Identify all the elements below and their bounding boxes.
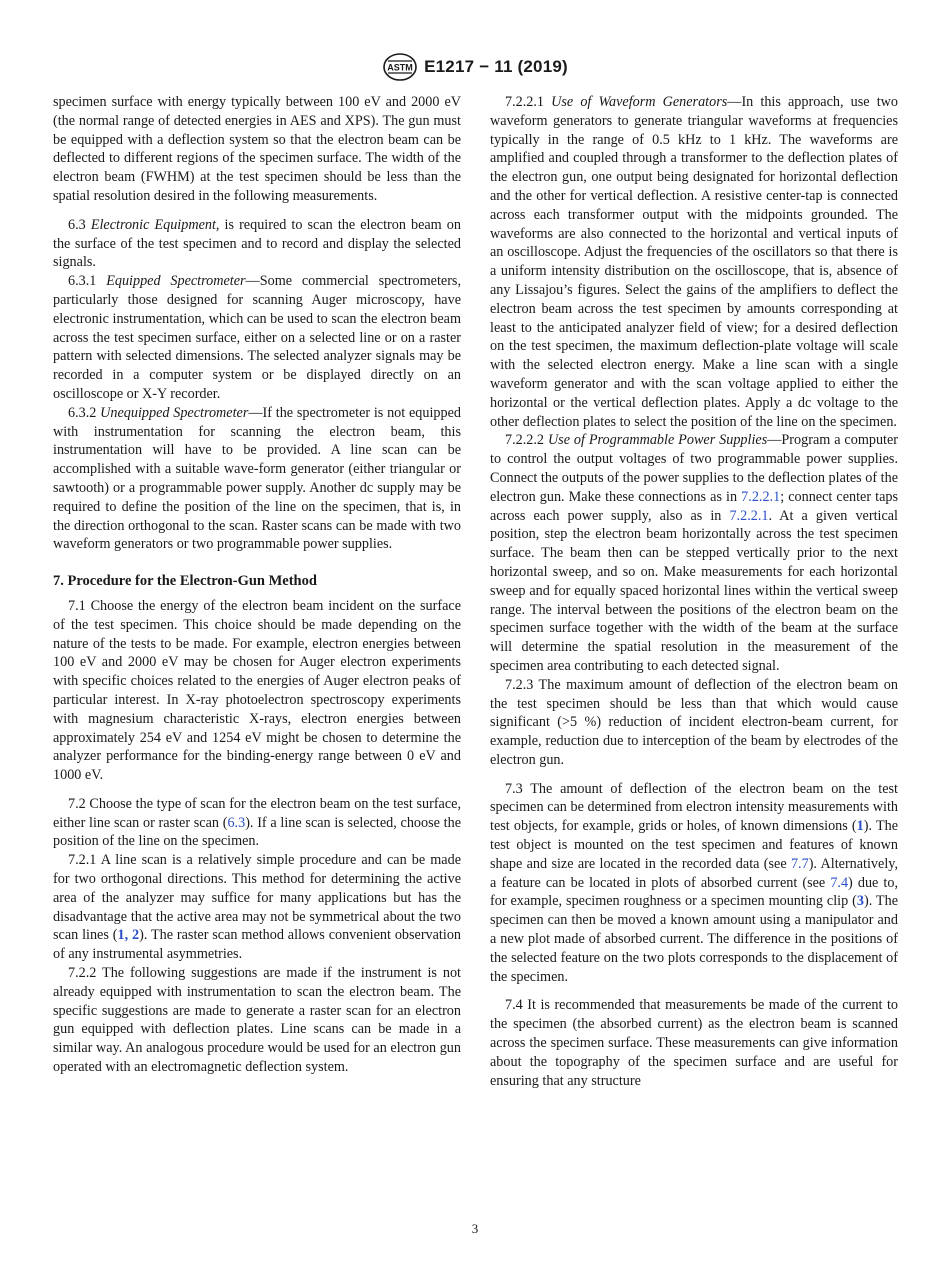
section-7-2: 7.2 Choose the type of scan for the electron beam on the test surface, either line scan or raster scan (6.3). If a line scan is selected, choose the position of the line on the specimen. (53, 795, 461, 850)
section-6-3-1-title: Equipped Spectrometer (106, 273, 246, 290)
section-7-4: 7.4 It is recommended that measurements be made of the current to the specimen (the absorbed current) as the electron beam is scanned across the specimen surface. These measurements can give information about the topography of the specimen surface and are useful for ensuring that any structure (490, 997, 898, 1089)
section-link-7-7[interactable]: 7.7 (790, 855, 809, 872)
section-7-2-2-2-title: Use of Programmable Power Supplies (547, 432, 768, 449)
section-7-2-2-2: 7.2.2.2 Use of Programmable Power Supplies—Program a computer to control the output voltages of two programmable power supplies. Connect the outputs of the power supplies to the deflection plates of the electron gun. Make these connections as in 7.2.2.1; connect center taps across each power supply, also as in 7.2.2.1. At a given vertical position, step the electron beam horizontally across the test specimen surface. The beam then can be stepped vertically prior to the next horizontal sweep, and so on. Make measurements for each horizontal sweep and for equally spaced horizontal lines within the vertical sweep range. The interval between the positions of the electron beam on the specimen surface together with the width of the beam at the surface will determine the spatial resolution in the measurement of the specimen area contributing to each detected signal. (490, 432, 898, 674)
section-6-3: 6.3 Electronic Equipment, is required to scan the electron beam on the surface of the test specimen and to record and display the selected signals. (53, 216, 461, 271)
reference-link-1[interactable]: 1 (856, 818, 864, 835)
section-link-6-3[interactable]: 6.3 (227, 814, 246, 831)
section-link-7-2-2-1-second[interactable]: 7.2.2.1 (729, 507, 769, 524)
section-link-7-4[interactable]: 7.4 (830, 874, 849, 891)
page-number: 3 (471, 1221, 479, 1236)
astm-logo (382, 52, 418, 82)
section-link-7-2-2-1[interactable]: 7.2.2.1 (741, 488, 781, 505)
section-6-3-1: 6.3.1 Equipped Spectrometer—Some commercial spectrometers, particularly those designed for scanning Auger microscopy, have electronic instrumentation, which can be used to scan the electron beam across the test specimen surface, either on a selected line or on a raster pattern with selected dimensions. The selected analyzer signals may be recorded in a computer system or be displayed directly on an oscilloscope or X-Y recorder. (53, 273, 461, 402)
reference-link-3[interactable]: 3 (856, 893, 864, 910)
paragraph-6-2-continued: specimen surface with energy typically between 100 eV and 2000 eV (the normal range of detected energies in AES and XPS). The gun must be equipped with a deflection system so that the electron beam can be deflected to different regions of the specimen surface. The width of the electron beam (FWHM) at the test specimen should be less than the spatial resolution desired in the following measurements. (53, 94, 461, 204)
reference-link-1-2[interactable]: 1, 2 (117, 927, 140, 944)
section-6-3-2-title: Unequipped Spectrometer (100, 404, 249, 421)
section-7-2-3: 7.2.3 The maximum amount of deflection of the electron beam on the test specimen should be less than that which would cause significant (>5 %) reduction of incident electron-beam current, for example, reduction due to interception of the beam by electrodes of the electron gun. (490, 676, 898, 768)
section-6-3-2: 6.3.2 Unequipped Spectrometer—If the spectrometer is not equipped with instrumentation for scanning the electron beam, this instrumentation will have to be provided. A line scan can be accomplished with a suitable wave-form generator (either triangular or sawtooth) or a programmable power supply. Another dc supply may be required to define the position of the line on the specimen, that is, in the direction orthogonal to the scan. Raster scans can be made with two waveform generators or two programmable power supplies. (53, 404, 461, 553)
right-column (490, 93, 898, 1090)
standard-designation: E1217 − 11 (2019) (424, 57, 568, 76)
astm-logo-text: ASTM (387, 62, 413, 73)
section-7-heading: 7. Procedure for the Electron-Gun Method (53, 573, 317, 590)
section-7-2-2: 7.2.2 The following suggestions are made if the instrument is not already equipped with instrumentation to scan the electron beam. The specific suggestions are made to generate a raster scan for an electron gun equipped with deflection plates. Line scans can be made in a similar way. An analogous procedure would be used for an electron gun operated with an electromagnetic deflection system. (53, 965, 461, 1076)
section-7-2-2-1: 7.2.2.1 Use of Waveform Generators—In this approach, use two waveform generators to generate triangular waveforms at frequencies typically in the range of 0.5 kHz to 1 kHz. The waveforms are amplified and coupled through a transformer to the deflection plates of the electron gun, one output being designated for horizontal deflection and the other for vertical deflection. A resistive center-tap is connected across each transformer output with the midpoints grounded. The waveforms are also connected to the horizontal and vertical inputs of an oscilloscope. Adjust the frequencies of the oscillators so that there is a uniform intensity distribution on the oscilloscope, that is, absence of any Lissajou’s figures. Select the gains of the amplifiers to deflect the electron beam across the test specimen by amounts corresponding at least to the anticipated analyzer field of view; for a desired deflection on the test specimen, the maximum deflection-plate voltage will scale with the selected electron energy. Make a line scan with a single waveform generator and with the scan voltage applied to either the horizontal or the vertical deflection plates. Apply a dc voltage to the other deflection plates to select the position of the line on the specimen. (490, 94, 898, 430)
section-7-2-1: 7.2.1 A line scan is a relatively simple procedure and can be made for two orthogonal directions. This method for determining the active area of the analyzer may suffice for many applications but has the disadvantage that the active area may not be symmetrical about the two scan lines (1, 2). The raster scan method allows convenient observation of any instrumental asymmetries. (53, 852, 462, 963)
page-header (0, 52, 950, 87)
section-7-1: 7.1 Choose the energy of the electron beam incident on the surface of the test specimen. This choice should be made depending on the nature of the tests to be made. For example, electron energies between 100 eV and 2000 eV may be chosen for Auger electron experiments with specific choices related to the energies of Auger electron peaks of particular interest. In X-ray photoelectron spectroscopy experiments with magnesium characteristic X-rays, electron energies between approximately 254 eV and 1254 eV might be chosen to determine the analyzer performance for the binding-energy range between 0 eV and 1000 eV. (53, 597, 461, 784)
section-6-3-title: Electronic Equipment, (90, 216, 220, 233)
section-7-2-2-1-title: Use of Waveform Generators (551, 94, 728, 110)
section-7-3: 7.3 The amount of deflection of the electron beam on the test specimen can be determined from electron intensity measurements with test objects, for example, grids or holes, of known dimensions (1). The test object is mounted on the test specimen and features of known shape and size are located in the recorded data (see 7.7). Alternatively, a feature can be located in plots of absorbed current (see 7.4) due to, for example, specimen roughness or a specimen mounting clip (3). The specimen can then be moved a known amount using a manipulator and a new plot made of absorbed current. The difference in the positions of the selected feature on the two plots corresponds to the displacement of the specimen. (490, 780, 899, 985)
left-column (53, 93, 461, 1077)
